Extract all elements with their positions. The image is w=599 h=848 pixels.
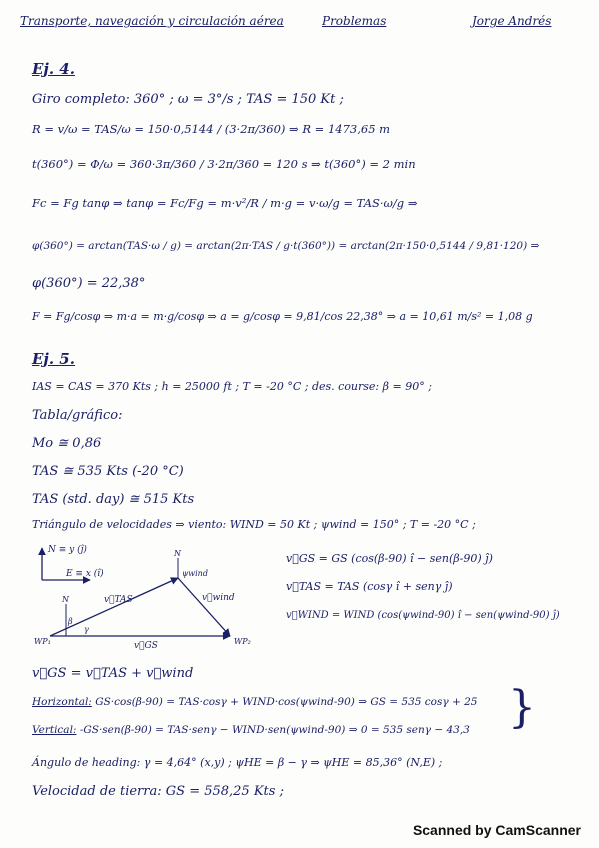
heading-equation: γ = 4,64° (x,y) ; ψHE = β − γ ⇒ ψHE = 85,36° (N,E) ; bbox=[143, 756, 443, 769]
wp1-label: WP₁ bbox=[34, 637, 51, 646]
beta-label: β bbox=[68, 617, 73, 626]
ex4-line-5: φ(360°) = arctan(TAS·ω / g) = arctan(2π·TAS / g·t(360°)) = arctan(2π·150·0,5144 / 9,81·120) ⇒ bbox=[32, 240, 540, 252]
tas-label: v⃗TAS bbox=[104, 595, 133, 605]
gamma-label: γ bbox=[84, 625, 89, 634]
heading-result bbox=[32, 756, 442, 769]
ex4-line-6: φ(360°) = 22,38° bbox=[32, 276, 146, 291]
axis-north-label: N ≡ y (ĵ) bbox=[48, 545, 87, 555]
vector-sum-equation: v⃗GS = v⃗TAS + v⃗wind bbox=[32, 666, 194, 681]
gs-vector-equation: v⃗GS = GS (cos(β-90) î − sen(β-90) ĵ) bbox=[286, 552, 493, 565]
ground-speed-result bbox=[32, 784, 284, 799]
velocity-triangle-diagram bbox=[30, 540, 270, 650]
wind-vector-equation: v⃗WIND = WIND (cos(ψwind-90) î − sen(ψwind-90) ĵ) bbox=[286, 610, 560, 621]
vertical-label: Vertical: bbox=[32, 724, 77, 736]
wind-label: v⃗wind bbox=[202, 593, 235, 603]
gs-label: v⃗GS bbox=[134, 641, 158, 650]
ex4-line-4: Fc = Fg tanφ ⇒ tanφ = Fc/Fg = m·v²/R / m·g = v·ω/g = TAS·ω/g ⇒ bbox=[32, 196, 418, 210]
horizontal-equation: GS·cos(β-90) = TAS·cosγ + WIND·cos(ψwind-90) ⇒ GS = 535 cosγ + 25 bbox=[95, 696, 478, 708]
ex5-line-2: Tabla/gráfico: bbox=[32, 408, 123, 423]
author-name: Jorge Andrés bbox=[472, 14, 552, 28]
vertical-component bbox=[32, 724, 470, 736]
ground-speed-label: Velocidad de tierra: bbox=[32, 784, 162, 799]
ex5-line-4: TAS ≅ 535 Kts (-20 °C) bbox=[32, 464, 184, 479]
ex5-line-3: Mo ≅ 0,86 bbox=[32, 436, 102, 451]
ex5-line-5: TAS (std. day) ≅ 515 Kts bbox=[32, 492, 195, 507]
exercise-4-title: Ej. 4. bbox=[32, 60, 75, 78]
ex4-line-3: t(360°) = Φ/ω = 360·3π/360 / 3·2π/360 = 120 s ⇒ t(360°) = 2 min bbox=[32, 157, 416, 171]
ex5-line-6: Triángulo de velocidades ⇒ viento: WIND = 50 Kt ; ψwind = 150° ; T = -20 °C ; bbox=[32, 518, 476, 531]
psi-wind-label: ψwind bbox=[182, 569, 208, 578]
system-brace: } bbox=[508, 682, 536, 733]
wp2-label: WP₂ bbox=[234, 637, 251, 646]
tas-vector bbox=[50, 578, 178, 636]
ex5-line-1: IAS = CAS = 370 Kts ; h = 25000 ft ; T = -20 °C ; des. course: β = 90° ; bbox=[32, 380, 432, 393]
ex4-line-2: R = v/ω = TAS/ω = 150·0,5144 / (3·2π/360) ⇒ R = 1473,65 m bbox=[32, 122, 391, 136]
camscanner-watermark: Scanned by CamScanner bbox=[412, 822, 581, 838]
section-title: Problemas bbox=[322, 14, 387, 28]
wind-vector bbox=[178, 578, 230, 636]
course-title: Transporte, navegación y circulación aérea bbox=[20, 14, 284, 28]
horizontal-component bbox=[32, 696, 477, 708]
ex4-line-7: F = Fg/cosφ ⇒ m·a = m·g/cosφ ⇒ a = g/cosφ = 9,81/cos 22,38° ⇒ a = 10,61 m/s² = 1,08 g bbox=[32, 310, 533, 323]
tas-vector-equation: v⃗TAS = TAS (cosγ î + senγ ĵ) bbox=[286, 580, 453, 593]
north-label-1: N bbox=[62, 595, 69, 604]
ground-speed-value: GS = 558,25 Kts ; bbox=[165, 784, 284, 799]
ex4-line-1: Giro completo: 360° ; ω = 3°/s ; TAS = 150 Kt ; bbox=[32, 92, 344, 107]
horizontal-label: Horizontal: bbox=[32, 696, 92, 708]
north-label-2: N bbox=[174, 549, 181, 558]
axis-east-label: E ≡ x (î) bbox=[66, 569, 104, 579]
exercise-5-title: Ej. 5. bbox=[32, 350, 75, 368]
vertical-equation: -GS·sen(β-90) = TAS·senγ − WIND·sen(ψwind-90) ⇒ 0 = 535 senγ − 43,3 bbox=[79, 724, 470, 736]
heading-label: Ángulo de heading: bbox=[32, 756, 141, 769]
